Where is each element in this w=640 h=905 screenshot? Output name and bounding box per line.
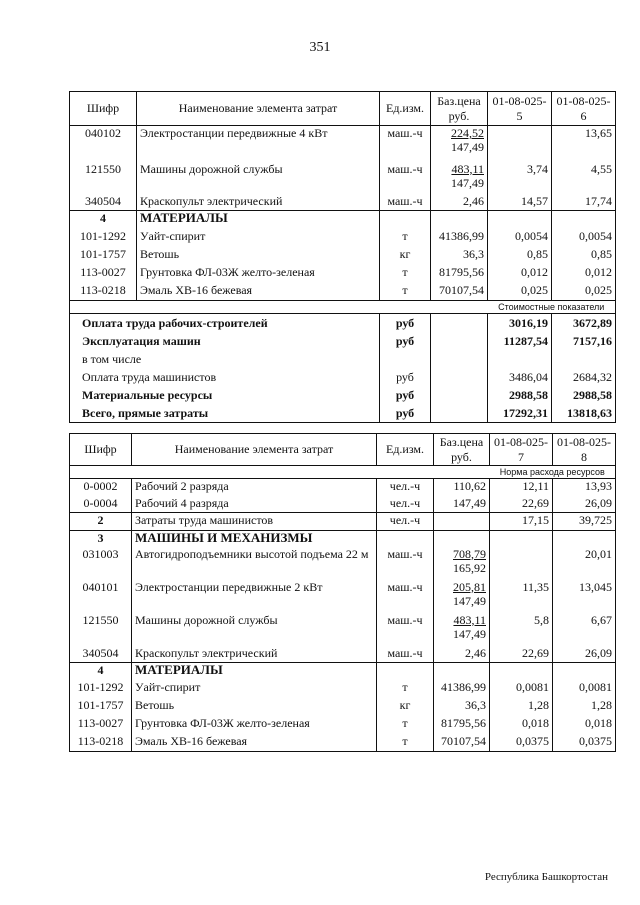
row-value-1: 22,69 <box>490 496 553 513</box>
table-row <box>70 496 616 513</box>
table-row <box>70 580 616 613</box>
row-name: Ветошь <box>132 698 377 716</box>
row-price: 41386,99 <box>434 680 490 698</box>
row-code: 101-1292 <box>70 680 132 698</box>
table-header-row <box>70 434 616 466</box>
price-labor-value: 147,49 <box>451 140 484 154</box>
row-value-1: 1,28 <box>490 698 553 716</box>
row-price: 81795,56 <box>431 265 488 283</box>
row-unit: чел.-ч <box>377 513 434 531</box>
price-value: 483,11 <box>451 161 484 176</box>
row-code: 121550 <box>70 613 132 646</box>
row-value-2: 1,28 <box>553 698 616 716</box>
row-code: 101-1292 <box>70 229 137 247</box>
table-row <box>70 680 616 698</box>
header-price: Баз.цена руб. <box>431 92 488 126</box>
row-value-2: 17,74 <box>552 194 616 211</box>
row-unit: т <box>377 734 434 752</box>
row-name: Электростанции передвижные 2 кВт <box>132 580 377 613</box>
row-value-1 <box>490 547 553 580</box>
row-unit: маш.-ч <box>377 547 434 580</box>
summary-unit: руб <box>380 314 431 333</box>
table-row <box>70 247 616 265</box>
row-code: 113-0218 <box>70 283 137 301</box>
row-value-2: 13,045 <box>553 580 616 613</box>
header-price: Баз.цена руб. <box>434 434 490 466</box>
summary-row <box>70 314 616 333</box>
row-code: 040101 <box>70 580 132 613</box>
table-row <box>70 513 616 531</box>
row-value-1 <box>488 126 552 162</box>
row-value-2: 26,09 <box>553 646 616 663</box>
row-value-2: 0,85 <box>552 247 616 265</box>
row-value-2: 13,65 <box>552 126 616 162</box>
header-col1: 01-08-025-5 <box>488 92 552 126</box>
section-code: 3 <box>70 531 132 547</box>
footer-region: Республика Башкортостан <box>484 871 608 883</box>
header-unit: Ед.изм. <box>377 434 434 466</box>
table-row <box>70 126 616 162</box>
row-value-2: 4,55 <box>552 162 616 194</box>
row-name: Уайт-спирит <box>137 229 380 247</box>
row-code: 121550 <box>70 162 137 194</box>
row-value-1: 11,35 <box>490 580 553 613</box>
row-code: 101-1757 <box>70 698 132 716</box>
price-value: 224,52 <box>451 126 484 140</box>
summary-value-2: 7157,16 <box>552 332 616 350</box>
row-name: Грунтовка ФЛ-03Ж желто-зеленая <box>132 716 377 734</box>
row-unit: т <box>380 265 431 283</box>
norm-caption: Норма расхода ресурсов <box>490 466 616 479</box>
row-unit: кг <box>377 698 434 716</box>
row-value-2: 13,93 <box>553 479 616 496</box>
table-row <box>70 734 616 752</box>
section-code: 4 <box>70 211 137 229</box>
row-value-1: 0,85 <box>488 247 552 265</box>
summary-unit: руб <box>380 368 431 386</box>
row-code: 2 <box>70 513 132 531</box>
row-value-1: 5,8 <box>490 613 553 646</box>
price-labor-value: 147,49 <box>453 593 486 608</box>
row-name: Эмаль ХВ-16 бежевая <box>137 283 380 301</box>
row-unit: чел.-ч <box>377 479 434 496</box>
summary-value-2: 3672,89 <box>552 314 616 333</box>
row-value-2: 0,0054 <box>552 229 616 247</box>
summary-value-1: 2988,58 <box>488 386 552 404</box>
price-labor-value: 147,49 <box>453 626 486 641</box>
price-value: 708,79 <box>453 546 486 561</box>
row-value-1: 0,025 <box>488 283 552 301</box>
summary-value-1: 3016,19 <box>488 314 552 333</box>
row-code: 340504 <box>70 646 132 663</box>
price-value: 205,81 <box>453 579 486 594</box>
row-name: Машины дорожной службы <box>137 162 380 194</box>
table-row <box>70 479 616 496</box>
row-unit: т <box>377 716 434 734</box>
row-price <box>434 613 490 646</box>
row-name: Краскопульт электрический <box>132 646 377 663</box>
header-code: Шифр <box>70 434 132 466</box>
section-title: МАШИНЫ И МЕХАНИЗМЫ <box>132 531 377 547</box>
section-row <box>70 211 616 229</box>
row-value-2: 0,0375 <box>553 734 616 752</box>
row-value-2: 26,09 <box>553 496 616 513</box>
summary-name: Всего, прямые затраты <box>70 404 380 423</box>
row-code: 113-0027 <box>70 265 137 283</box>
summary-caption: Стоимостные показатели <box>488 301 616 314</box>
row-name: Уайт-спирит <box>132 680 377 698</box>
summary-value-1: 3486,04 <box>488 368 552 386</box>
row-code: 340504 <box>70 194 137 211</box>
price-labor-value: 147,49 <box>451 175 484 190</box>
summary-caption-row <box>70 301 616 314</box>
row-unit: т <box>380 283 431 301</box>
summary-value-1: 17292,31 <box>488 404 552 423</box>
summary-row <box>70 386 616 404</box>
row-value-1: 22,69 <box>490 646 553 663</box>
row-price: 110,62 <box>434 479 490 496</box>
table-row <box>70 162 616 194</box>
row-code: 113-0218 <box>70 734 132 752</box>
row-price <box>431 162 488 194</box>
header-name: Наименование элемента затрат <box>132 434 377 466</box>
summary-name: Эксплуатация машин <box>70 332 380 350</box>
row-value-1: 14,57 <box>488 194 552 211</box>
header-code: Шифр <box>70 92 137 126</box>
table-row <box>70 698 616 716</box>
row-value-1: 0,0054 <box>488 229 552 247</box>
row-value-2: 0,0081 <box>553 680 616 698</box>
summary-value-2: 13818,63 <box>552 404 616 423</box>
table-row <box>70 716 616 734</box>
row-value-1: 0,018 <box>490 716 553 734</box>
table-header-row <box>70 92 616 126</box>
row-price: 36,3 <box>434 698 490 716</box>
row-unit: маш.-ч <box>377 646 434 663</box>
summary-row <box>70 350 616 368</box>
row-unit: чел.-ч <box>377 496 434 513</box>
row-code: 113-0027 <box>70 716 132 734</box>
row-code: 101-1757 <box>70 247 137 265</box>
row-code: 031003 <box>70 547 132 580</box>
header-unit: Ед.изм. <box>380 92 431 126</box>
row-value-2: 6,67 <box>553 613 616 646</box>
row-value-1: 3,74 <box>488 162 552 194</box>
row-unit: маш.-ч <box>377 580 434 613</box>
row-value-2: 0,025 <box>552 283 616 301</box>
row-price <box>434 547 490 580</box>
row-value-2: 39,725 <box>553 513 616 531</box>
row-code: 040102 <box>70 126 137 162</box>
row-unit: маш.-ч <box>380 126 431 162</box>
row-name: Электростанции передвижные 4 кВт <box>137 126 380 162</box>
row-unit: маш.-ч <box>380 194 431 211</box>
header-col2: 01-08-025-6 <box>552 92 616 126</box>
summary-row <box>70 404 616 423</box>
row-price: 70107,54 <box>434 734 490 752</box>
section-row <box>70 531 616 547</box>
price-labor-value: 165,92 <box>453 560 486 575</box>
row-name: Рабочий 2 разряда <box>132 479 377 496</box>
row-value-2: 20,01 <box>553 547 616 580</box>
row-value-1: 0,0375 <box>490 734 553 752</box>
section-row <box>70 663 616 680</box>
summary-name: в том числе <box>70 350 380 368</box>
row-value-1: 0,0081 <box>490 680 553 698</box>
section-title: МАТЕРИАЛЫ <box>137 211 380 229</box>
row-price: 41386,99 <box>431 229 488 247</box>
row-code: 0-0004 <box>70 496 132 513</box>
row-price: 2,46 <box>434 646 490 663</box>
row-name: Ветошь <box>137 247 380 265</box>
row-code: 0-0002 <box>70 479 132 496</box>
row-value-2: 0,012 <box>552 265 616 283</box>
header-col1: 01-08-025-7 <box>490 434 553 466</box>
row-price <box>431 126 488 162</box>
row-unit: кг <box>380 247 431 265</box>
row-name: Краскопульт электрический <box>137 194 380 211</box>
table-row <box>70 229 616 247</box>
table-row <box>70 283 616 301</box>
row-unit: т <box>380 229 431 247</box>
row-value-1: 12,11 <box>490 479 553 496</box>
table-row <box>70 613 616 646</box>
table-row <box>70 265 616 283</box>
header-col2: 01-08-025-8 <box>553 434 616 466</box>
summary-name: Материальные ресурсы <box>70 386 380 404</box>
row-price: 81795,56 <box>434 716 490 734</box>
row-price <box>434 580 490 613</box>
section-code: 4 <box>70 663 132 680</box>
summary-unit: руб <box>380 386 431 404</box>
row-value-1: 0,012 <box>488 265 552 283</box>
row-name: Машины дорожной службы <box>132 613 377 646</box>
summary-name: Оплата труда машинистов <box>70 368 380 386</box>
summary-row <box>70 332 616 350</box>
price-value: 483,11 <box>453 612 486 627</box>
row-name: Автогидроподъемники высотой подъема 22 м <box>132 547 377 580</box>
row-name: Грунтовка ФЛ-03Ж желто-зеленая <box>137 265 380 283</box>
row-value-1: 17,15 <box>490 513 553 531</box>
header-name: Наименование элемента затрат <box>137 92 380 126</box>
page-number: 351 <box>309 40 331 55</box>
row-price <box>434 513 490 531</box>
row-price: 147,49 <box>434 496 490 513</box>
summary-row <box>70 368 616 386</box>
row-name: Эмаль ХВ-16 бежевая <box>132 734 377 752</box>
cost-table-2 <box>69 433 616 752</box>
row-value-2: 0,018 <box>553 716 616 734</box>
row-price: 70107,54 <box>431 283 488 301</box>
summary-value-1: 11287,54 <box>488 332 552 350</box>
row-name: Затраты труда машинистов <box>132 513 377 531</box>
section-title: МАТЕРИАЛЫ <box>132 663 377 680</box>
row-price: 36,3 <box>431 247 488 265</box>
row-unit: т <box>377 680 434 698</box>
row-price: 2,46 <box>431 194 488 211</box>
table-row <box>70 194 616 211</box>
row-unit: маш.-ч <box>377 613 434 646</box>
cost-table-1 <box>69 91 616 423</box>
norm-caption-row <box>70 466 616 479</box>
summary-value-2: 2684,32 <box>552 368 616 386</box>
table-row <box>70 646 616 663</box>
row-unit: маш.-ч <box>380 162 431 194</box>
summary-value-2: 2988,58 <box>552 386 616 404</box>
summary-unit: руб <box>380 332 431 350</box>
summary-name: Оплата труда рабочих-строителей <box>70 314 380 333</box>
row-name: Рабочий 4 разряда <box>132 496 377 513</box>
table-row <box>70 547 616 580</box>
summary-unit: руб <box>380 404 431 423</box>
